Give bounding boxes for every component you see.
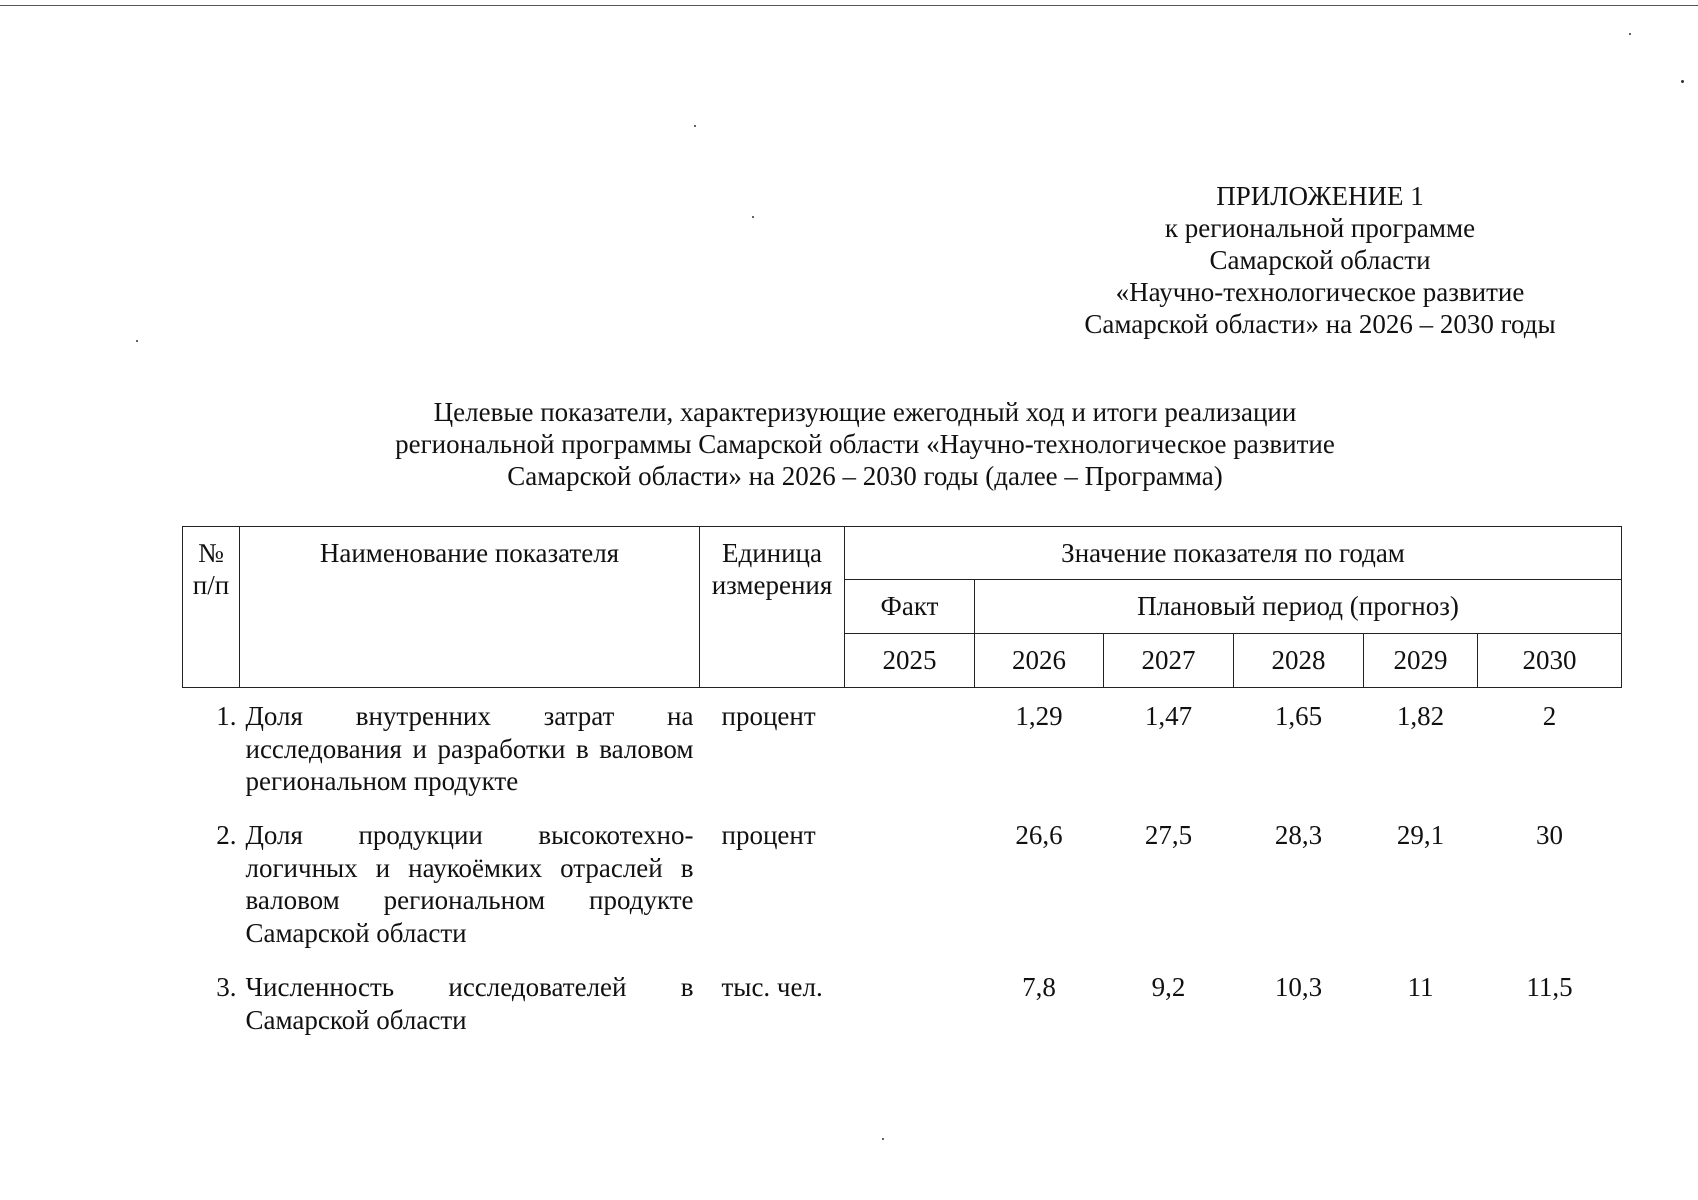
row-unit: тыс. чел. bbox=[721, 972, 823, 1002]
header-num: № п/п bbox=[183, 527, 240, 688]
header-unit: Единица измерения bbox=[700, 527, 845, 688]
row-indicator-name: Доля продукции высокотехно-логичных и наукоёмких отраслей в валовом региональном продукте Самарской области bbox=[245, 820, 694, 948]
row-value: 27,5 bbox=[1144, 820, 1193, 850]
title-line: Самарской области» на 2026 – 2030 годы (далее – Программа) bbox=[507, 461, 1223, 491]
row-indicator-name: Доля внутренних затрат на исследования и разработки в валовом региональном продукте bbox=[245, 701, 694, 796]
header-year: 2029 bbox=[1364, 634, 1478, 688]
row-value: 1,29 bbox=[1015, 701, 1063, 731]
row-value: 10,3 bbox=[1274, 972, 1323, 1002]
row-unit: процент bbox=[721, 701, 816, 731]
row-value: 9,2 bbox=[1151, 972, 1186, 1002]
row-value: 28,3 bbox=[1274, 820, 1323, 850]
header-year: 2028 bbox=[1234, 634, 1364, 688]
row-fact-value bbox=[845, 688, 975, 808]
row-value: 1,47 bbox=[1144, 701, 1193, 731]
appendix-line: Самарской области» на 2026 – 2030 годы bbox=[1084, 309, 1556, 339]
appendix-line: ПРИЛОЖЕНИЕ 1 bbox=[1216, 181, 1424, 211]
scan-speck bbox=[882, 1138, 884, 1140]
row-value: 26,6 bbox=[1015, 820, 1063, 850]
header-name: Наименование показателя bbox=[240, 527, 700, 688]
table-row bbox=[183, 688, 1622, 808]
row-num: 1. bbox=[216, 701, 237, 731]
row-num: 3. bbox=[216, 972, 237, 1002]
title-line: региональной программы Самарской области «Научно-технологическое развитие bbox=[395, 429, 1335, 459]
appendix-block bbox=[1040, 180, 1600, 340]
appendix-line: к региональной программе bbox=[1164, 213, 1476, 243]
scan-speck bbox=[1629, 33, 1631, 35]
row-value: 30 bbox=[1536, 820, 1564, 850]
row-value: 1,82 bbox=[1396, 701, 1445, 731]
table-body bbox=[183, 688, 1622, 1042]
header-values-by-year: Значение показателя по годам bbox=[845, 527, 1622, 580]
header-year: 2027 bbox=[1104, 634, 1234, 688]
row-value: 29,1 bbox=[1396, 820, 1445, 850]
scan-speck bbox=[752, 216, 754, 218]
document-title bbox=[300, 396, 1430, 492]
scan-speck bbox=[136, 340, 138, 342]
row-value: 2 bbox=[1542, 701, 1557, 731]
top-edge-rule bbox=[0, 5, 1698, 6]
scan-speck bbox=[1681, 80, 1684, 83]
title-line: Целевые показатели, характеризующие ежегодный ход и итоги реализации bbox=[433, 397, 1297, 427]
header-year: 2026 bbox=[975, 634, 1104, 688]
header-fact: Факт bbox=[845, 580, 975, 634]
header-plan-period: Плановый период (прогноз) bbox=[975, 580, 1622, 634]
row-num: 2. bbox=[216, 820, 237, 850]
row-indicator-name: Численность исследователей в Самарской области bbox=[245, 972, 694, 1035]
table-header bbox=[183, 527, 1622, 688]
appendix-line: «Научно-технологическое развитие bbox=[1115, 277, 1525, 307]
table-row bbox=[183, 807, 1622, 959]
table-row bbox=[183, 959, 1622, 1041]
row-value: 1,65 bbox=[1274, 701, 1323, 731]
row-value: 7,8 bbox=[1022, 972, 1056, 1002]
appendix-line: Самарской области bbox=[1209, 245, 1431, 275]
row-unit: процент bbox=[721, 820, 816, 850]
indicators-table bbox=[182, 526, 1622, 1041]
row-fact-value bbox=[845, 807, 975, 959]
row-value: 11 bbox=[1407, 972, 1434, 1002]
header-year: 2030 bbox=[1478, 634, 1622, 688]
row-fact-value bbox=[845, 959, 975, 1041]
scan-speck bbox=[694, 125, 696, 127]
row-value: 11,5 bbox=[1526, 972, 1573, 1002]
header-year: 2025 bbox=[845, 634, 975, 688]
